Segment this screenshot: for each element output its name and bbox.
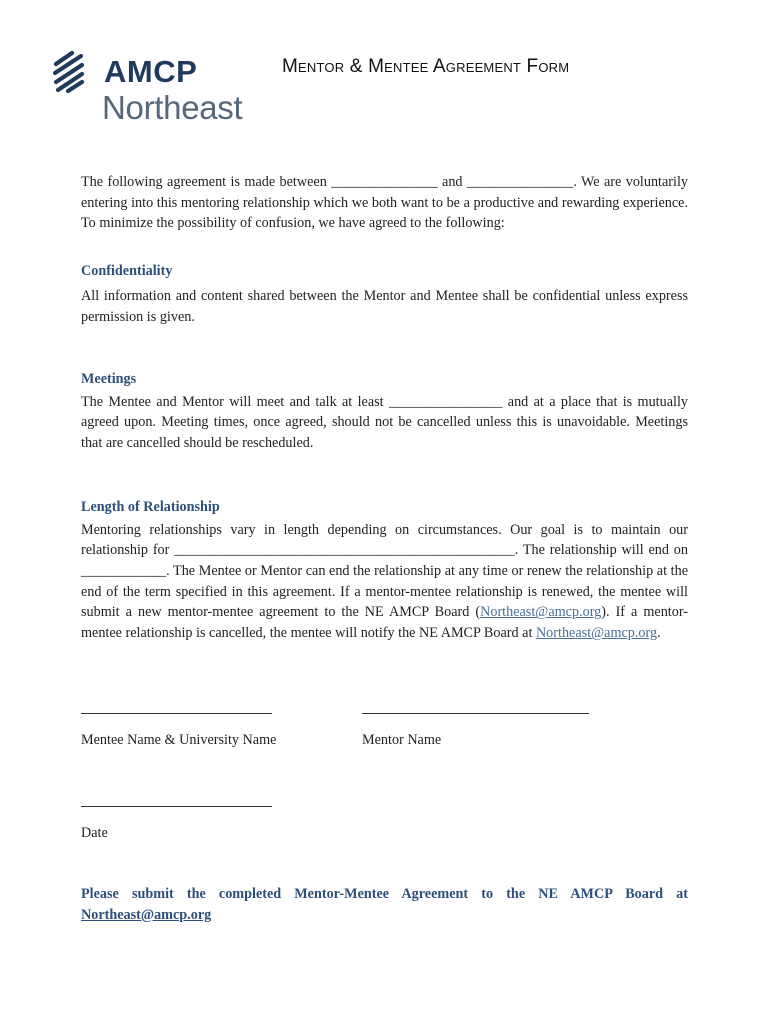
length-text-start: Mentoring relationships vary in length depending on circumstances. Our goal is to maintain our relationship for ________________________________________________. The relationship will end on ____________. The Mentee or Mentor can end the relationship at any time or renew the relationship at the end of the term specified in this agreement. If a mentor-mentee relationship is renewed, the mentee will submit a new mentor-mentee agreement to the NE AMCP Board (: [81, 521, 688, 621]
amcp-northeast-logo: [52, 48, 272, 128]
confidentiality-text: All information and content shared between the Mentor and Mentee shall be confidential unless express permission is given.: [81, 288, 688, 325]
footer-email-link[interactable]: Northeast@amcp.org: [81, 906, 212, 923]
length-text: [81, 520, 688, 644]
length-text-middle: ). If a mentor-mentee relationship is cancelled, the mentee will notify the NE AMCP Board at: [81, 604, 688, 642]
mentee-signature-line: [81, 713, 272, 714]
submission-note-text: Please submit the completed Mentor-Mentee Agreement to the NE AMCP Board at: [81, 886, 688, 902]
email-link[interactable]: Northeast@amcp.org: [535, 625, 658, 642]
submission-note: [81, 884, 688, 925]
mentor-name-label: Mentor Name: [362, 732, 442, 748]
form-title: Mentor & Mentee Agreement Form: [282, 56, 570, 77]
intro-paragraph: The following agreement is made between _______________ and _______________. We are voluntarily entering into this mentoring relationship which we both want to be a productive and rewarding experience. To minimize the possibility of confusion, we have agreed to the following:: [81, 174, 688, 232]
length-heading: Length of Relationship: [81, 498, 220, 515]
amcp-stripes-icon: [52, 50, 96, 94]
email-link[interactable]: Northeast@amcp.org: [480, 604, 602, 621]
mentee-name-label: Mentee Name & University Name: [81, 732, 277, 748]
logo-acronym: AMCP: [104, 54, 198, 89]
length-text-end: .: [657, 625, 661, 642]
mentor-signature-line: [362, 713, 589, 714]
confidentiality-heading: Confidentiality: [81, 263, 173, 280]
date-signature-line: [81, 806, 272, 807]
meetings-heading: Meetings: [81, 370, 137, 387]
agreement-body: [81, 172, 688, 644]
logo-region: Northeast: [102, 89, 243, 126]
date-label: Date: [81, 825, 108, 841]
meetings-text: The Mentee and Mentor will meet and talk at least ________________ and at a place that is mutually agreed upon. Meeting times, once agreed, should not be cancelled unless this is unavoidable. Meetings that are cancelled should be rescheduled.: [81, 393, 688, 451]
